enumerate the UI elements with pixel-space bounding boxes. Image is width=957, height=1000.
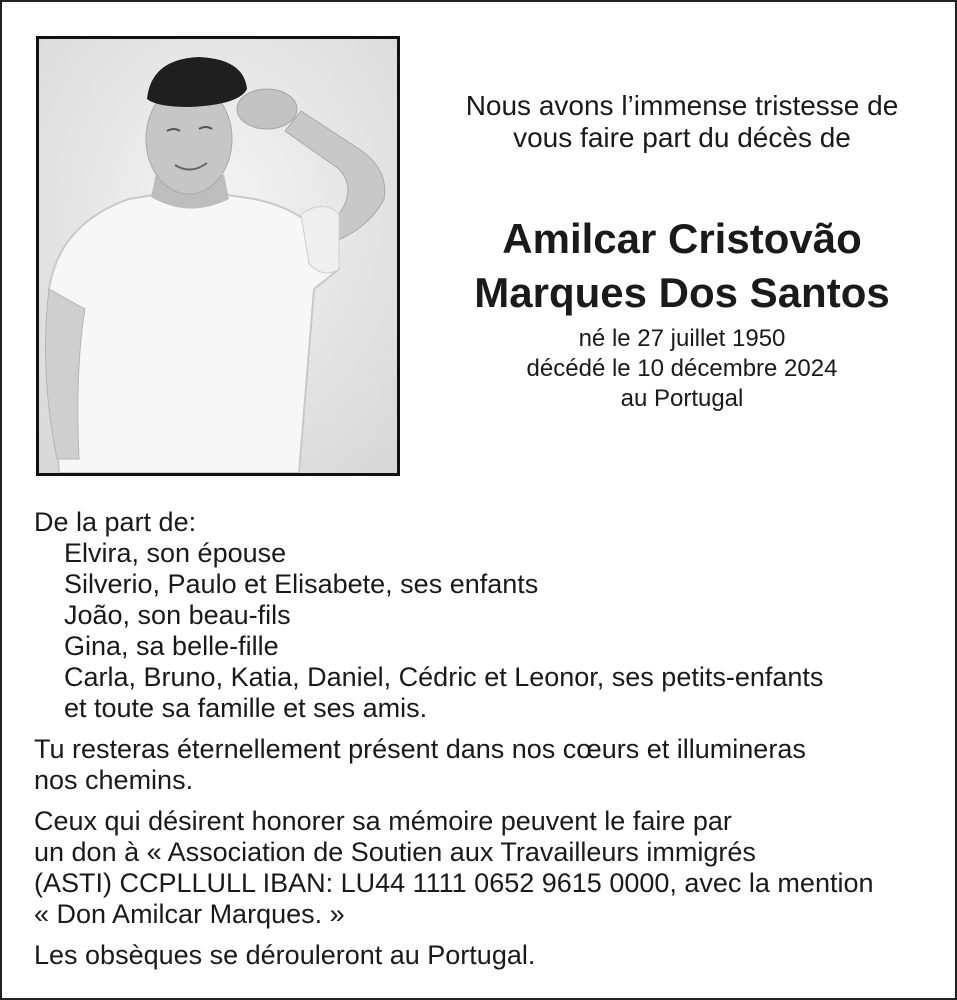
- notice-body: [34, 507, 927, 971]
- family-member: João, son beau-fils: [64, 600, 291, 630]
- funeral-line: Les obsèques se dérouleront au Portugal.: [34, 940, 536, 970]
- funeral-paragraph: [34, 940, 927, 971]
- family-member: Silverio, Paulo et Elisabete, ses enfants: [64, 569, 539, 599]
- death-place: au Portugal: [620, 385, 744, 412]
- death-date: décédé le 10 décembre 2024: [526, 355, 838, 382]
- tribute-paragraph: [34, 734, 927, 796]
- family-member: Carla, Bruno, Katia, Daniel, Cédric et Leonor, ses petits-enfants: [64, 662, 824, 692]
- intro-text: [422, 90, 942, 154]
- tribute-line: Tu resteras éternellement présent dans nos cœurs et illumineras: [34, 734, 806, 764]
- life-dates: [422, 324, 942, 414]
- portrait-photo: [36, 36, 400, 476]
- portrait-illustration: [39, 39, 397, 473]
- tribute-line: nos chemins.: [34, 765, 194, 795]
- family-member: Gina, sa belle-fille: [64, 631, 279, 661]
- name-line: Amilcar Cristovão: [502, 215, 862, 262]
- intro-line: vous faire part du décès de: [513, 122, 851, 153]
- donation-line: (ASTI) CCPLLULL IBAN: LU44 1111 0652 9615 0000, avec la mention: [34, 868, 874, 898]
- family-member: et toute sa famille et ses amis.: [64, 693, 428, 723]
- family-member: Elvira, son épouse: [64, 538, 287, 568]
- donation-line: Ceux qui désirent honorer sa mémoire peuvent le faire par: [34, 806, 732, 836]
- name-line: Marques Dos Santos: [474, 269, 890, 316]
- donation-line: un don à « Association de Soutien aux Travailleurs immigrés: [34, 837, 756, 867]
- deceased-name: [422, 212, 942, 320]
- family-section: [34, 507, 927, 724]
- donation-line: « Don Amilcar Marques. »: [34, 899, 345, 929]
- from-label: De la part de:: [34, 507, 197, 537]
- birth-date: né le 27 juillet 1950: [578, 325, 786, 352]
- donation-paragraph: [34, 806, 927, 930]
- intro-line: Nous avons l’immense tristesse de: [465, 90, 899, 121]
